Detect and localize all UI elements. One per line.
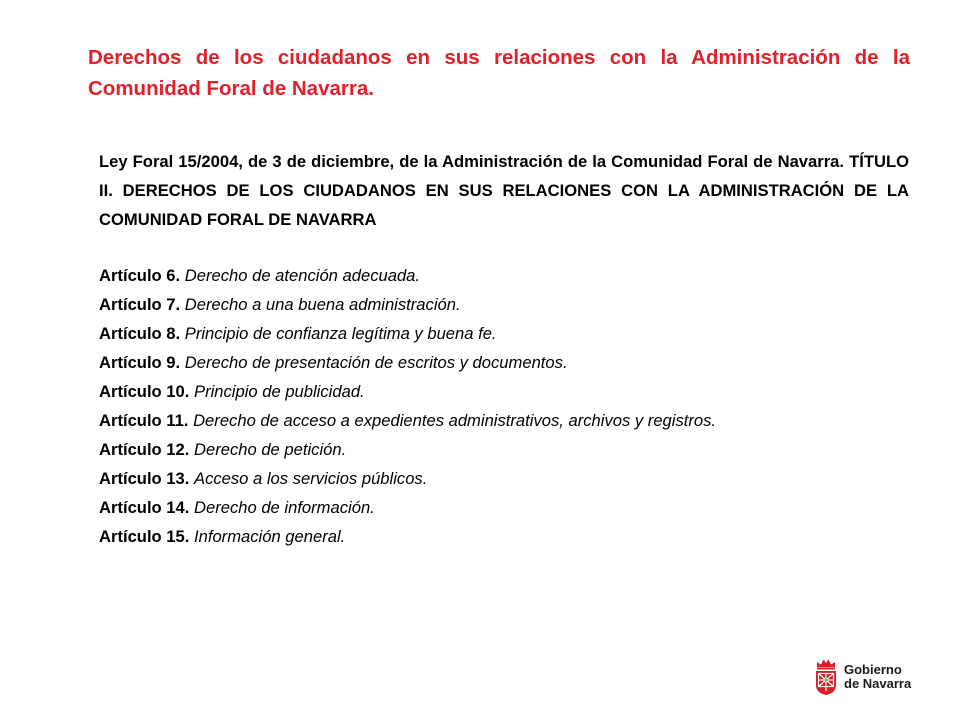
article-title: Información general.	[194, 527, 346, 546]
article-title: Derecho a una buena administración.	[184, 295, 461, 314]
article-title: Acceso a los servicios públicos.	[194, 469, 428, 488]
list-item	[99, 522, 919, 551]
article-number: Artículo 9.	[99, 353, 181, 372]
list-item	[99, 377, 919, 406]
article-title: Principio de publicidad.	[194, 382, 365, 401]
list-item	[99, 406, 919, 435]
list-item	[99, 435, 919, 464]
law-reference: Ley Foral 15/2004, de 3 de diciembre, de la Administración de la Comunidad Foral de Navarra. TÍTULO II. DERECHOS DE LOS CIUDADANOS EN SUS RELACIONES CON LA ADMINISTRACIÓN DE LA COMUNIDAD FORAL DE NAVARRA	[99, 152, 909, 229]
article-number: Artículo 12.	[99, 440, 190, 459]
list-item	[99, 348, 919, 377]
article-title: Derecho de acceso a expedientes administrativos, archivos y registros.	[193, 411, 717, 430]
list-item	[99, 319, 919, 348]
logo-line-1: Gobierno	[844, 662, 902, 677]
list-item	[99, 493, 919, 522]
article-title: Derecho de información.	[194, 498, 375, 517]
list-item	[99, 464, 919, 493]
article-number: Artículo 8.	[99, 324, 181, 343]
article-title: Derecho de petición.	[194, 440, 347, 459]
navarra-coat-of-arms-icon	[814, 658, 838, 696]
logo-line-2: de Navarra	[844, 676, 912, 691]
article-number: Artículo 11.	[99, 411, 189, 430]
list-item	[99, 261, 919, 290]
article-title: Derecho de atención adecuada.	[184, 266, 421, 285]
article-number: Artículo 10.	[99, 382, 190, 401]
article-number: Artículo 7.	[99, 295, 181, 314]
page-title: Derechos de los ciudadanos en sus relaciones con la Administración de la Comunidad Foral de Navarra.	[88, 46, 910, 100]
article-number: Artículo 6.	[99, 266, 181, 285]
article-number: Artículo 13.	[99, 469, 190, 488]
article-title: Derecho de presentación de escritos y documentos.	[184, 353, 568, 372]
article-number: Artículo 15.	[99, 527, 190, 546]
article-list	[99, 261, 919, 551]
gobierno-de-navarra-logo	[814, 658, 911, 696]
article-number: Artículo 14.	[99, 498, 190, 517]
article-title: Principio de confianza legítima y buena fe.	[184, 324, 497, 343]
list-item	[99, 290, 919, 319]
